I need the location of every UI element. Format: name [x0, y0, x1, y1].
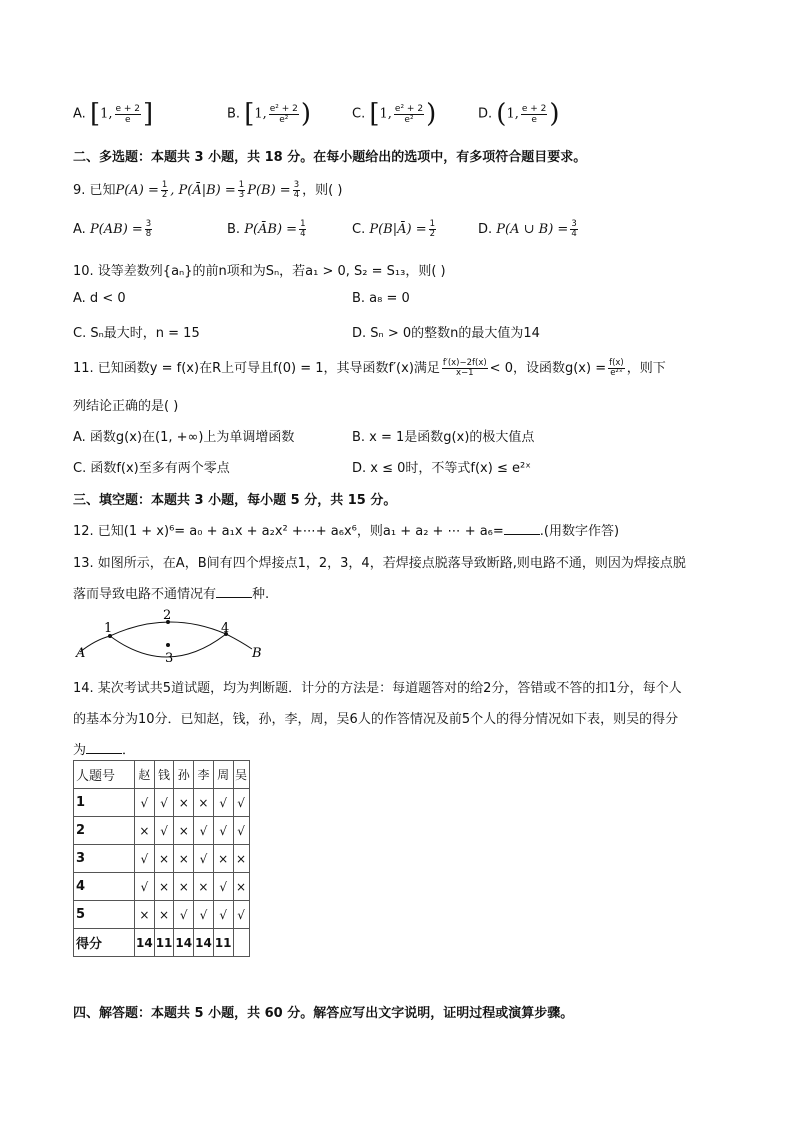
q11-stem-line2: 列结论正确的是( ): [73, 399, 179, 414]
option-letter: B.: [227, 106, 241, 122]
table-cell: √: [213, 873, 233, 901]
table-header-cell: 吴: [233, 761, 249, 789]
label-3: 3: [165, 651, 174, 666]
option-letter: C.: [352, 222, 366, 237]
table-row: [74, 845, 250, 873]
table-row: [74, 817, 250, 845]
table-cell: √: [174, 901, 194, 929]
answer-score-table: [73, 760, 250, 957]
circuit-diagram: [70, 605, 270, 667]
interval-end-num: e² + 2: [269, 103, 298, 114]
table-header-cell: 周: [213, 761, 233, 789]
label-2: 2: [163, 608, 172, 623]
option-expr: P(B|Ā) =: [369, 222, 427, 237]
option-expr: P(ĀB) =: [244, 222, 298, 237]
q9-pab-num: 1: [238, 180, 245, 190]
table-cell: √: [213, 789, 233, 817]
q14-line3a: 为: [73, 743, 87, 758]
table-cell: √: [194, 901, 214, 929]
table-row: [74, 873, 250, 901]
table-cell: √: [194, 845, 214, 873]
option-letter: A.: [73, 106, 86, 122]
option-den: 8: [145, 229, 152, 239]
q11-g-num: f(x): [609, 358, 624, 368]
right-bracket: ]: [143, 99, 154, 129]
table-cell: 5: [74, 901, 135, 929]
q9-option-d: [478, 220, 580, 239]
table-cell: 14: [194, 929, 214, 957]
option-den: 2: [429, 229, 436, 239]
interval-end-den: e²: [404, 114, 414, 125]
interval-start: 1,: [254, 106, 267, 122]
wire-arc-top: [110, 622, 226, 636]
q10-option-b: B. a₈ = 0: [352, 291, 410, 306]
table-row: [74, 901, 250, 929]
interval-start: 1,: [100, 106, 113, 122]
q11-stem-a: 11. 已知函数y = f(x)在R上可导且f(0) = 1，其导函数f′(x)满足: [73, 361, 440, 376]
interval-end-num: e + 2: [521, 103, 547, 114]
weld-point-3: [166, 643, 170, 647]
table-cell: 2: [74, 817, 135, 845]
q9-prefix: 9. 已知: [73, 183, 116, 198]
left-bracket: [: [89, 99, 101, 129]
table-header-cell: 赵: [135, 761, 155, 789]
left-bracket: [: [369, 99, 380, 129]
table-header-cell: 李: [194, 761, 214, 789]
question-11-stem: [73, 357, 666, 378]
question-12: [73, 520, 619, 539]
section-3-heading: 三、填空题：本题共 3 小题，每小题 5 分，共 15 分。: [73, 493, 397, 508]
table-cell: ×: [213, 845, 233, 873]
right-bracket: ): [549, 99, 560, 129]
option-num: 3: [571, 219, 577, 229]
table-cell: ×: [194, 873, 214, 901]
q14-line3: [73, 739, 135, 758]
q9-pa: P(A) =: [115, 183, 159, 198]
table-cell: 11: [213, 929, 233, 957]
option-letter: D.: [478, 106, 493, 122]
q8-option-b: [227, 101, 311, 127]
q9-pa-den: 2: [161, 190, 168, 200]
table-cell: 14: [135, 929, 155, 957]
q11-option-b: B. x = 1是函数g(x)的极大值点: [352, 430, 535, 445]
table-cell: ×: [135, 817, 155, 845]
question-10-stem: 10. 设等差数列{aₙ}的前n项和为Sₙ，若a₁ > 0, S₂ = S₁₃，则( ): [73, 264, 446, 279]
q11-g-den: e²ˣ: [610, 368, 623, 378]
q9-pb-num: 3: [293, 180, 300, 190]
table-cell: 14: [174, 929, 194, 957]
interval-end-num: e + 2: [115, 103, 141, 114]
table-cell: √: [233, 817, 249, 845]
q11-option-a: A. 函数g(x)在(1, +∞)上为单调增函数: [73, 430, 295, 445]
q14-answer-blank[interactable]: [86, 741, 122, 754]
q9-pb: P(B) =: [247, 183, 291, 198]
q11-ineq-num: f′(x)−2f(x): [442, 358, 487, 368]
q10-option-d: D. Sₙ > 0的整数n的最大值为14: [352, 326, 540, 341]
table-cell: ×: [174, 817, 194, 845]
option-den: 4: [300, 229, 306, 239]
section-2-heading: 二、多选题：本题共 3 小题，共 18 分。在每小题给出的选项中，有多项符合题目要求。: [73, 150, 587, 165]
q10-option-c: C. Sₙ最大时，n = 15: [73, 326, 200, 341]
q12-before: 12. 已知(1 + x)⁶= a₀ + a₁x + a₂x² +⋯+ a₆x⁶，则a₁ + a₂ + ⋯ + a₆=: [73, 524, 504, 539]
option-letter: C.: [352, 106, 366, 122]
q9-pb-den: 4: [293, 190, 300, 200]
table-cell: √: [135, 873, 155, 901]
table-cell: 得分: [74, 929, 135, 957]
q9-pab-den: 3: [238, 190, 245, 200]
table-cell: [233, 929, 249, 957]
q9-suffix: ，则( ): [302, 183, 343, 198]
table-cell: √: [233, 901, 249, 929]
table-cell: ×: [174, 873, 194, 901]
label-1: 1: [104, 621, 113, 636]
option-letter: A.: [73, 222, 86, 237]
q8-option-a: [73, 101, 153, 127]
table-cell: ×: [174, 845, 194, 873]
option-num: 3: [145, 219, 152, 229]
q8-option-c: [352, 101, 436, 127]
q12-after: .(用数字作答): [539, 524, 620, 539]
left-bracket: [: [244, 99, 255, 129]
q12-answer-blank[interactable]: [504, 522, 540, 535]
q13-answer-blank[interactable]: [216, 585, 252, 598]
label-b: B: [252, 646, 262, 661]
table-cell: √: [154, 817, 174, 845]
option-expr: P(AB) =: [89, 222, 143, 237]
interval-start: 1,: [506, 106, 519, 122]
table-header-cell: 人题号: [74, 761, 135, 789]
table-cell: 11: [154, 929, 174, 957]
right-bracket: ): [426, 99, 437, 129]
q9-option-b: [227, 220, 308, 239]
q13-line2: [73, 583, 269, 602]
question-9-stem: [73, 179, 342, 200]
table-cell: ×: [154, 873, 174, 901]
table-cell: √: [135, 845, 155, 873]
q14-line3b: ．: [122, 743, 136, 758]
table-cell: √: [233, 789, 249, 817]
q11-option-d: D. x ≤ 0时，不等式f(x) ≤ e²ˣ: [352, 461, 531, 476]
interval-end-num: e² + 2: [394, 103, 424, 114]
q9-pab: , P(Ā|B) =: [170, 183, 236, 198]
interval-end-den: e: [531, 114, 537, 125]
option-letter: B.: [227, 222, 241, 237]
table-cell: √: [194, 817, 214, 845]
interval-start: 1,: [379, 106, 392, 122]
table-cell: √: [154, 789, 174, 817]
q9-option-c: [352, 220, 438, 239]
table-cell: ×: [174, 789, 194, 817]
q11-option-c: C. 函数f(x)至多有两个零点: [73, 461, 230, 476]
section-4-heading: 四、解答题：本题共 5 小题，共 60 分。解答应写出文字说明，证明过程或演算步骤。: [73, 1006, 574, 1021]
q14-line1: 14. 某次考试共5道试题，均为判断题．计分的方法是：每道题答对的给2分，答错或不答的扣1分，每个人: [73, 681, 682, 696]
interval-end-den: e: [124, 114, 131, 125]
interval-end-den: e²: [279, 114, 289, 125]
table-header-cell: 钱: [154, 761, 174, 789]
table-cell: 3: [74, 845, 135, 873]
table-cell: 4: [74, 873, 135, 901]
option-num: 1: [300, 219, 306, 229]
table-cell: ×: [233, 873, 249, 901]
left-bracket: (: [496, 99, 507, 129]
table-header-row: [74, 761, 250, 789]
table-cell: ×: [154, 845, 174, 873]
table-cell: √: [135, 789, 155, 817]
option-num: 1: [429, 219, 436, 229]
table-cell: ×: [194, 789, 214, 817]
q13-line2a: 落而导致电路不通情况有: [73, 587, 217, 602]
label-a: A: [76, 646, 86, 661]
wire-4-b: [226, 634, 252, 649]
table-cell: ×: [135, 901, 155, 929]
q8-option-d: [478, 101, 560, 127]
table-cell: ×: [233, 845, 249, 873]
label-4: 4: [221, 621, 230, 636]
q11-ineq-den: x−1: [456, 368, 474, 378]
table-cell: √: [213, 817, 233, 845]
q13-line2b: 种.: [252, 587, 270, 602]
table-row: [74, 789, 250, 817]
option-expr: P(A ∪ B) =: [496, 222, 569, 237]
q9-pa-num: 1: [161, 180, 168, 190]
q10-option-a: A. d < 0: [73, 291, 126, 306]
table-header-cell: 孙: [174, 761, 194, 789]
q11-stem-b: < 0，设函数g(x) =: [489, 361, 607, 376]
q14-line2: 的基本分为10分．已知赵，钱，孙，李，周，吴6人的作答情况及前5个人的得分情况如下表，则吴的得分: [73, 712, 679, 727]
table-cell: √: [213, 901, 233, 929]
q11-stem-c: ，则下: [626, 361, 666, 376]
right-bracket: ): [300, 99, 312, 129]
option-letter: D.: [478, 222, 493, 237]
table-cell: 1: [74, 789, 135, 817]
option-den: 4: [571, 229, 577, 239]
q9-option-a: [73, 220, 154, 239]
table-cell: ×: [154, 901, 174, 929]
q13-line1: 13. 如图所示，在A，B间有四个焊接点1，2，3，4，若焊接点脱落导致断路,则电路不通，则因为焊接点脱: [73, 556, 686, 571]
table-row: [74, 929, 250, 957]
